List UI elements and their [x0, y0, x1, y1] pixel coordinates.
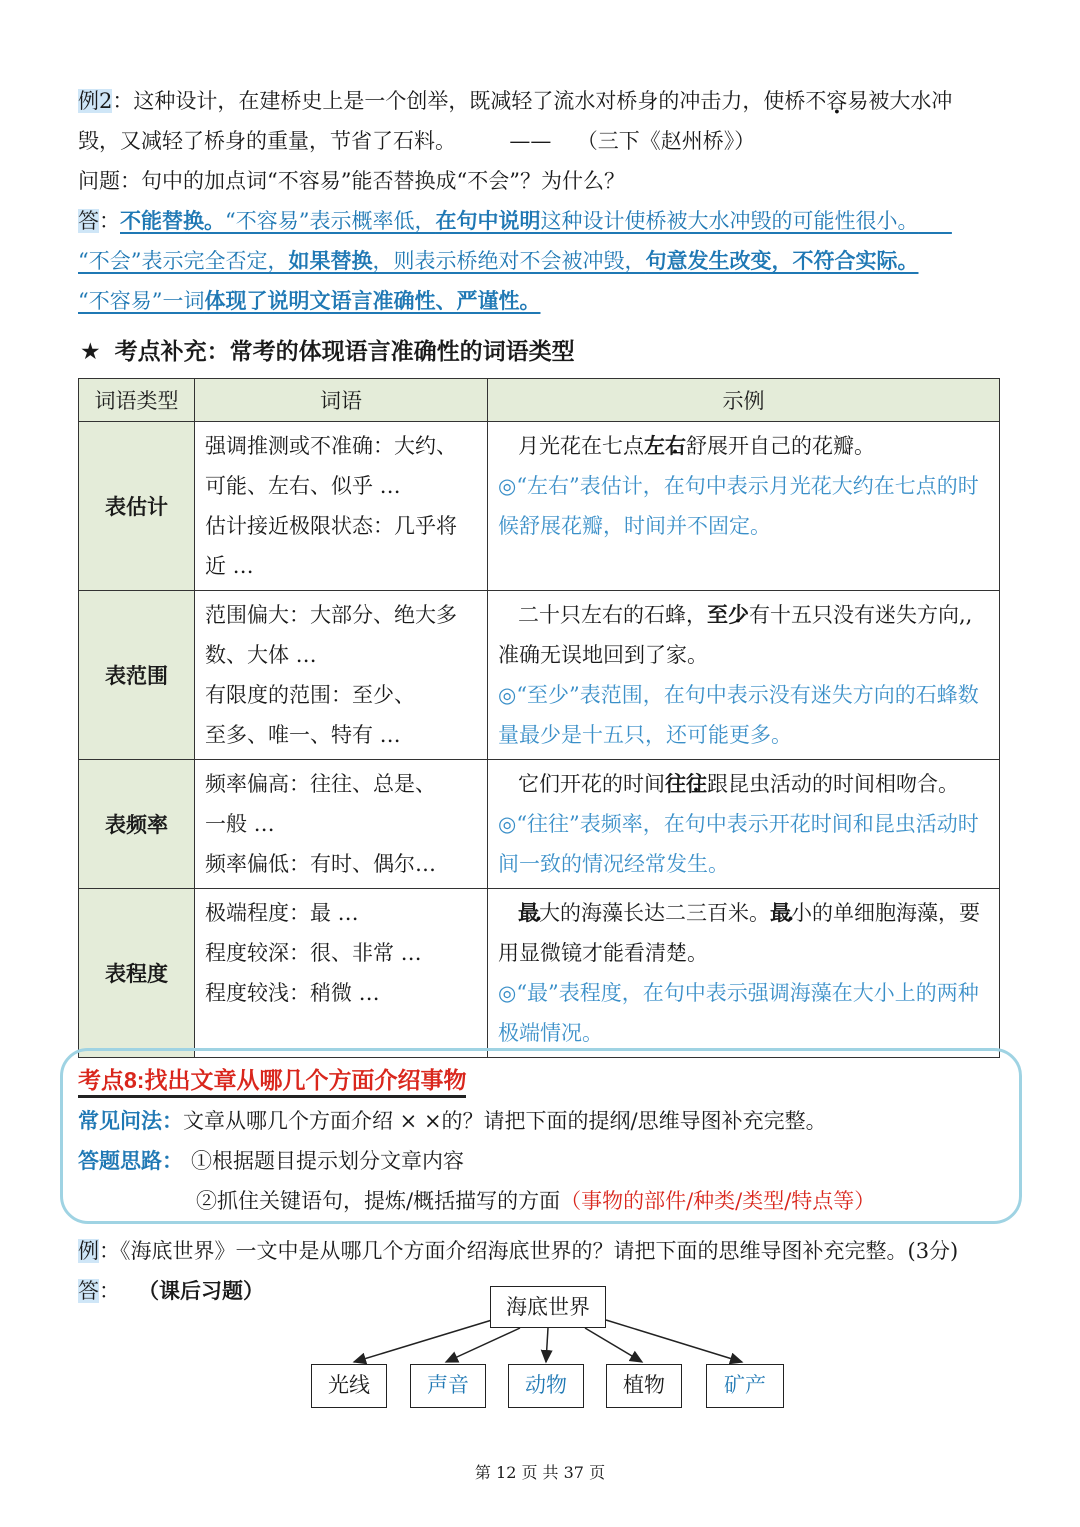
mindmap-child: 植物 [606, 1364, 682, 1408]
row-words: 范围偏大：大部分、绝大多 数、大体 … 有限度的范围：至少、 至多、唯一、特有 … [195, 591, 488, 760]
mindmap-child: 光线 [311, 1364, 387, 1408]
arrow-to-child-3 [546, 1328, 548, 1362]
step2-note: （事物的部件/种类/类型/特点等） [560, 1189, 876, 1213]
dotted-word: 不容易 [805, 89, 869, 113]
example-note: ◎“往往”表频率，在句中表示开花时间和昆虫活动时间一致的情况经常发生。 [498, 812, 979, 876]
row-type: 表估计 [79, 422, 195, 591]
example-sentence: 月光花在七点左右舒展开自己的花瓣。 [518, 433, 875, 458]
example2-line2: 毁，又减轻了桥身的重量，节省了石料。 —— （三下《赵州桥》） [78, 129, 756, 153]
point8-approach: 答题思路： ①根据题目提示划分文章内容 [78, 1149, 464, 1173]
example2-question: 问题：句中的加点词“不容易”能否替换成“不会”？为什么？ [78, 169, 625, 193]
answer-line2: “不会”表示完全否定，如果替换，则表示桥绝对不会被冲毁，句意发生改变，不符合实际。 [78, 248, 919, 273]
example-note: ◎“至少”表范围，在句中表示没有迷失方向的石蜂数量最少是十五只，还可能更多。 [498, 683, 979, 747]
point8-step2: ②抓住关键语句，提炼/概括描写的方面（事物的部件/种类/类型/特点等） [196, 1189, 876, 1213]
row-type: 表程度 [79, 889, 195, 1058]
header-type: 词语类型 [79, 379, 195, 422]
example2-source: （三下《赵州桥》） [576, 129, 756, 153]
example-sentence: 它们开花的时间往往跟昆虫活动的时间相吻合。 [518, 771, 959, 796]
arrow-to-child-1 [354, 1320, 492, 1362]
example2-text-line1: 这种设计，在建桥史上是一个创举，既减轻了流水对桥身的冲击力，使桥 [133, 89, 806, 113]
answer-line3: “不容易”一词体现了说明文语言准确性、严谨性。 [78, 288, 541, 313]
header-words: 词语 [195, 379, 488, 422]
point8-title: 考点8:找出文章从哪几个方面介绍事物 [78, 1064, 466, 1096]
mindmap-child: 矿产 [706, 1364, 784, 1408]
arrow-to-child-4 [585, 1328, 642, 1362]
star-icon: ★ [80, 338, 101, 364]
example3-line: 例：《海底世界》一文中是从哪几个方面介绍海底世界的？请把下面的思维导图补充完整。(3分) [78, 1239, 959, 1263]
example3-answer: 答： （课后习题） [78, 1279, 264, 1303]
row-type: 表范围 [79, 591, 195, 760]
row-words: 强调推测或不准确：大约、 可能、左右、似乎 … 估计接近极限状态：几乎将 近 … [195, 422, 488, 591]
point8-question: 常见问法：文章从哪几个方面介绍 × ×的？请把下面的提纲/思维导图补充完整。 [78, 1109, 827, 1133]
page-footer: 第 12 页 共 37 页 [474, 1463, 606, 1482]
supplement-title: 考点补充：常考的体现语言准确性的词语类型 [114, 338, 575, 364]
row-words: 极端程度：最 … 程度较深：很、非常 … 程度较浅：稍微 … [195, 889, 488, 1058]
row-words: 频率偏高：往往、总是、 一般 … 频率偏低：有时、偶尔… [195, 760, 488, 889]
row-type: 表频率 [79, 760, 195, 889]
mindmap-child: 动物 [508, 1364, 584, 1408]
header-example: 示例 [488, 379, 1000, 422]
example-sentence: 最大的海藻长达二三百米。最小的单细胞海藻，要用显微镜才能看清楚。 [498, 900, 980, 965]
mindmap-root: 海底世界 [490, 1286, 606, 1328]
example-sentence: 二十只左右的石蜂，至少有十五只没有迷失方向,,准确无误地回到了家。 [498, 602, 973, 667]
answer-label: 答 [78, 209, 99, 233]
arrow-to-child-5 [606, 1320, 742, 1362]
answer-line1: 答：不能替换。“不容易”表示概率低，在句中说明这种设计使桥被大水冲毁的可能性很小。 [78, 208, 919, 233]
example-note: ◎“左右”表估计，在句中表示月光花大约在七点的时候舒展花瓣，时间并不固定。 [498, 474, 979, 538]
example2-line1: 例2：这种设计，在建桥史上是一个创举，既减轻了流水对桥身的冲击力，使桥不容易被大水冲 [78, 89, 953, 113]
example-note: ◎“最”表程度，在句中表示强调海藻在大小上的两种极端情况。 [498, 981, 979, 1045]
arrow-to-child-2 [446, 1328, 520, 1362]
mindmap-child: 声音 [410, 1364, 486, 1408]
dash: —— [509, 129, 552, 153]
example2-label: 例2 [78, 89, 113, 113]
